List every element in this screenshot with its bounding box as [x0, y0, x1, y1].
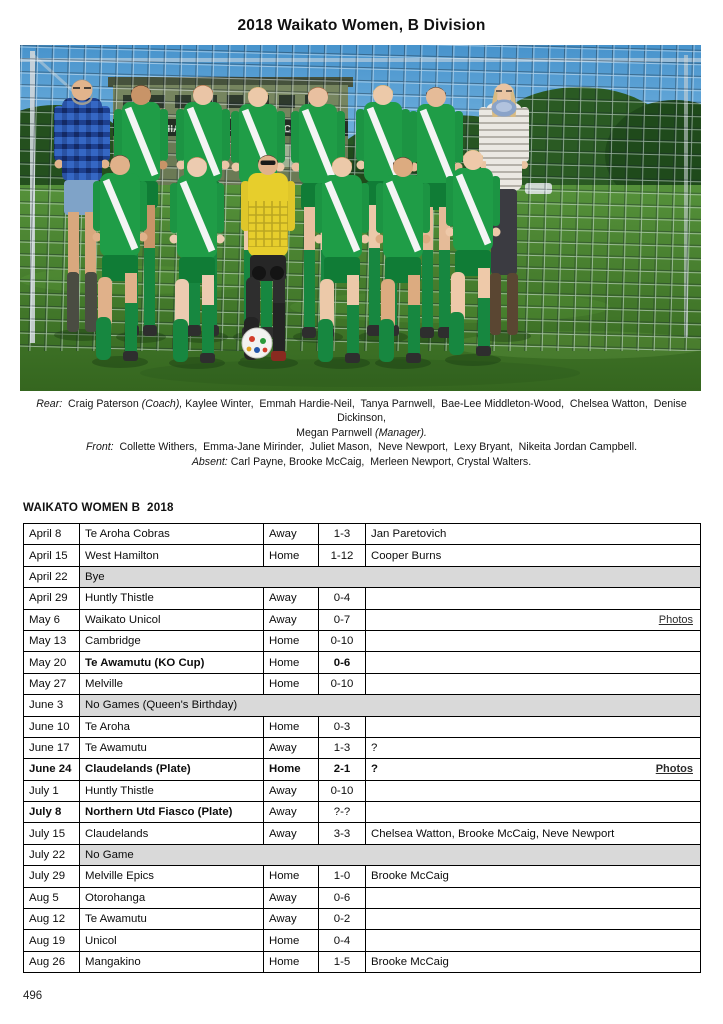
date-cell: Aug 12 [24, 909, 80, 930]
venue-cell: Home [264, 866, 319, 887]
page-title: 2018 Waikato Women, B Division [237, 17, 486, 34]
photo-caption [28, 397, 695, 469]
soccer-ball [242, 328, 272, 358]
date-cell: May 20 [24, 652, 80, 673]
score-cell: 0-7 [319, 609, 366, 630]
opponent-cell: Te Aroha [80, 716, 264, 737]
date-cell: June 3 [24, 695, 80, 716]
scorers-cell [366, 588, 701, 609]
venue-cell: Away [264, 909, 319, 930]
match-row [24, 909, 701, 930]
section-heading: WAIKATO WOMEN B 2018 [23, 501, 174, 514]
opponent-cell: Waikato Unicol [80, 609, 264, 630]
score-cell: 1-5 [319, 951, 366, 972]
opponent-cell: Huntly Thistle [80, 588, 264, 609]
page-number: 496 [23, 990, 43, 1002]
match-row [24, 630, 701, 651]
photos-link[interactable]: Photos [658, 613, 693, 626]
date-cell: July 1 [24, 780, 80, 801]
scorers-cell [366, 609, 701, 630]
match-row [24, 737, 701, 758]
scorers-text: Brooke McCaig [371, 870, 449, 883]
score-cell: 0-6 [319, 887, 366, 908]
match-row [24, 823, 701, 844]
match-row [24, 609, 701, 630]
note-row [24, 566, 701, 587]
match-row [24, 802, 701, 823]
scorers-cell [366, 780, 701, 801]
venue-cell: Away [264, 609, 319, 630]
date-cell: April 8 [24, 524, 80, 545]
venue-cell: Home [264, 930, 319, 951]
match-row [24, 866, 701, 887]
date-cell: April 22 [24, 566, 80, 587]
venue-cell: Away [264, 887, 319, 908]
venue-cell: Away [264, 802, 319, 823]
opponent-cell: Melville Epics [80, 866, 264, 887]
photos-link[interactable]: Photos [655, 763, 693, 776]
scorers-cell [366, 545, 701, 566]
match-row [24, 524, 701, 545]
opponent-cell: Cambridge [80, 630, 264, 651]
team-photo [20, 45, 701, 391]
score-cell: 0-10 [319, 630, 366, 651]
date-cell: May 27 [24, 673, 80, 694]
match-row [24, 759, 701, 780]
score-cell: 0-10 [319, 780, 366, 801]
scorers-text: Jan Paretovich [371, 528, 447, 541]
opponent-cell: Northern Utd Fiasco (Plate) [80, 802, 264, 823]
venue-cell: Home [264, 951, 319, 972]
opponent-cell: Melville [80, 673, 264, 694]
opponent-cell: Te Awamutu [80, 909, 264, 930]
score-cell: 1-3 [319, 737, 366, 758]
date-cell: April 15 [24, 545, 80, 566]
score-cell: ?-? [319, 802, 366, 823]
opponent-cell: Mangakino [80, 951, 264, 972]
scorers-text: Cooper Burns [371, 549, 442, 562]
opponent-cell: Unicol [80, 930, 264, 951]
score-cell: 0-3 [319, 716, 366, 737]
scorers-cell [366, 737, 701, 758]
score-cell: 3-3 [319, 823, 366, 844]
match-row [24, 951, 701, 972]
caption-line: Megan Parnwell (Manager). [296, 426, 427, 439]
match-row [24, 673, 701, 694]
date-cell: Aug 5 [24, 887, 80, 908]
venue-cell: Away [264, 823, 319, 844]
date-cell: Aug 19 [24, 930, 80, 951]
scorers-cell [366, 866, 701, 887]
date-cell: June 17 [24, 737, 80, 758]
score-cell: 0-6 [319, 652, 366, 673]
note-row [24, 844, 701, 865]
scorers-cell [366, 887, 701, 908]
venue-cell: Away [264, 524, 319, 545]
match-row [24, 930, 701, 951]
score-cell: 0-2 [319, 909, 366, 930]
score-cell: 1-3 [319, 524, 366, 545]
opponent-cell: Claudelands [80, 823, 264, 844]
caption-line: Front: Collette Withers, Emma-Jane Mirinder, Juliet Mason, Neve Newport, Lexy Bryant, Nikeita Jordan Campbell. [85, 441, 638, 454]
venue-cell: Home [264, 652, 319, 673]
date-cell: April 29 [24, 588, 80, 609]
scorers-cell [366, 673, 701, 694]
opponent-cell: Te Awamutu [80, 737, 264, 758]
note-cell: No Game [80, 844, 701, 865]
scorers-cell [366, 951, 701, 972]
scorers-cell [366, 930, 701, 951]
match-row [24, 588, 701, 609]
score-cell: 0-4 [319, 930, 366, 951]
score-cell: 1-0 [319, 866, 366, 887]
venue-cell: Home [264, 545, 319, 566]
opponent-cell: West Hamilton [80, 545, 264, 566]
scorers-cell [366, 652, 701, 673]
results-table [23, 523, 701, 973]
venue-cell: Away [264, 588, 319, 609]
venue-cell: Away [264, 780, 319, 801]
note-row [24, 695, 701, 716]
match-row [24, 545, 701, 566]
results-table-body [24, 524, 701, 973]
opponent-cell: Te Awamutu (KO Cup) [80, 652, 264, 673]
venue-cell: Home [264, 759, 319, 780]
date-cell: June 24 [24, 759, 80, 780]
date-cell: May 6 [24, 609, 80, 630]
scorers-text: ? [371, 763, 378, 776]
opponent-cell: Otorohanga [80, 887, 264, 908]
venue-cell: Away [264, 737, 319, 758]
date-cell: July 22 [24, 844, 80, 865]
opponent-cell: Huntly Thistle [80, 780, 264, 801]
venue-cell: Home [264, 716, 319, 737]
score-cell: 2-1 [319, 759, 366, 780]
date-cell: July 15 [24, 823, 80, 844]
venue-cell: Home [264, 630, 319, 651]
scorers-cell [366, 802, 701, 823]
scorers-cell [366, 716, 701, 737]
scorers-cell [366, 524, 701, 545]
caption-line: Absent: Carl Payne, Brooke McCaig, Merleen Newport, Crystal Walters. [191, 455, 532, 468]
scorers-text: Chelsea Watton, Brooke McCaig, Neve Newport [371, 827, 615, 840]
match-row [24, 780, 701, 801]
note-cell: Bye [80, 566, 701, 587]
venue-cell: Home [264, 673, 319, 694]
scorers-cell [366, 630, 701, 651]
scorers-cell [366, 759, 701, 780]
date-cell: May 13 [24, 630, 80, 651]
caption-line: Rear: Craig Paterson (Coach), Kaylee Winter, Emmah Hardie-Neil, Tanya Parnwell, Bae-Lee Middleton-Wood, Chelsea Watton, Denise Dickinson, [36, 398, 690, 425]
match-row [24, 716, 701, 737]
opponent-cell: Te Aroha Cobras [80, 524, 264, 545]
note-cell: No Games (Queen's Birthday) [80, 695, 701, 716]
scorers-text: ? [371, 742, 378, 755]
scorers-cell [366, 909, 701, 930]
date-cell: July 29 [24, 866, 80, 887]
date-cell: June 10 [24, 716, 80, 737]
scorers-cell [366, 823, 701, 844]
score-cell: 0-10 [319, 673, 366, 694]
scorers-text: Brooke McCaig [371, 956, 449, 968]
score-cell: 1-12 [319, 545, 366, 566]
match-row [24, 887, 701, 908]
opponent-cell: Claudelands (Plate) [80, 759, 264, 780]
match-row [24, 652, 701, 673]
date-cell: Aug 26 [24, 951, 80, 972]
date-cell: July 8 [24, 802, 80, 823]
score-cell: 0-4 [319, 588, 366, 609]
